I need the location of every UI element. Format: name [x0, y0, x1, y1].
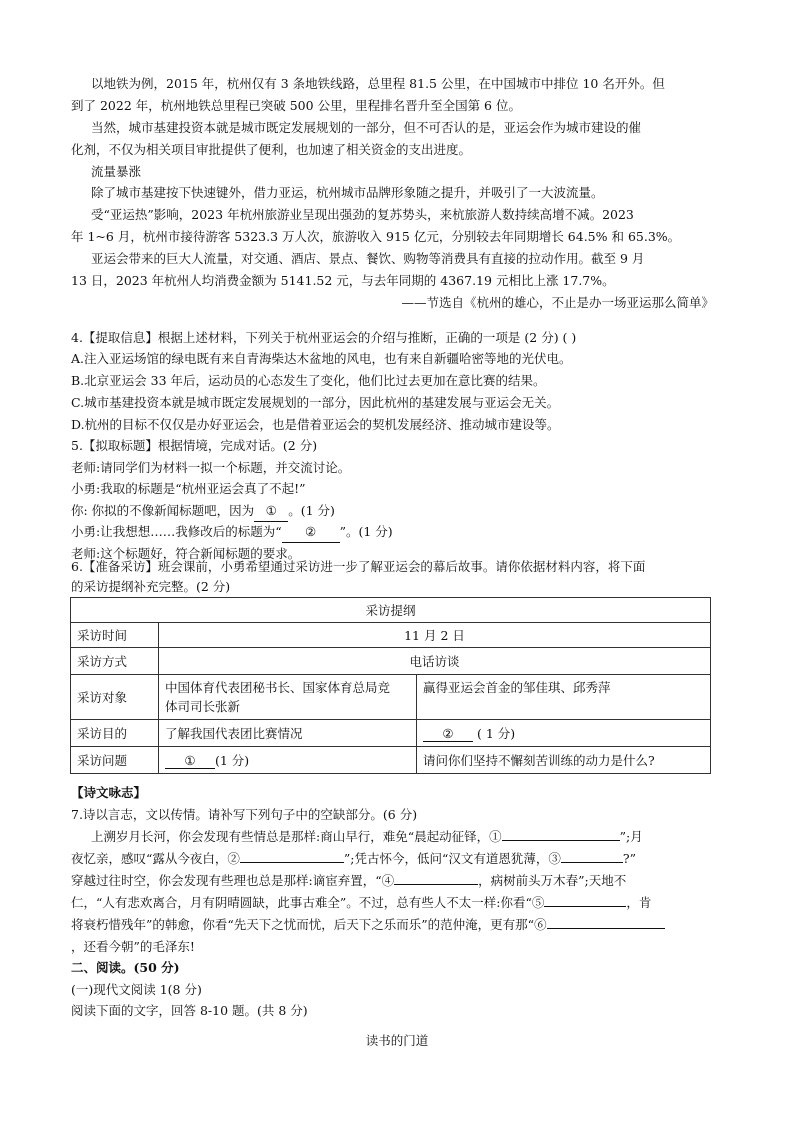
q5-line-xiaoyong-revise — [71, 522, 393, 543]
q7-answer-blank-2[interactable] — [240, 862, 344, 863]
section2-heading: 二、阅读。(50 分) — [71, 960, 180, 975]
material-p2-line2: 化剂，不仅为相关项目审批提供了便利，也加速了相关资金的支出进度。 — [71, 142, 472, 157]
material-p5-line2: 13 日，2023 年杭州人均消费金额为 5141.52 元，与去年同期的 4367.19 元相比上涨 17.7%。 — [71, 273, 615, 288]
table-method-label: 采访方式 — [71, 648, 159, 675]
material-p1-line1: 以地铁为例，2015 年，杭州仅有 3 条地铁线路，总里程 81.5 公里，在中国城市中排位 10 名开外。但 — [91, 76, 665, 91]
q7-line3 — [71, 871, 626, 891]
question-left-score: (1 分) — [215, 753, 250, 768]
table-title: 采访提纲 — [71, 598, 711, 623]
reading1-instruction: 阅读下面的文字，回答 8-10 题。(共 8 分) — [71, 1003, 308, 1018]
q4-option-b: B.北京亚运会 33 年后，运动员的心态发生了变化，他们比过去更加在意比赛的结果。 — [71, 373, 546, 388]
q7-answer-blank-1[interactable] — [502, 840, 620, 841]
q6-answer-blank-1[interactable]: ① — [165, 753, 215, 769]
table-purpose-right — [417, 720, 711, 747]
q7-line4 — [71, 893, 651, 913]
material-p5-line1: 亚运会带来的巨大人流量，对交通、酒店、景点、餐饮、购物等消费具有直接的拉动作用。截至 9 月 — [91, 251, 645, 266]
q7-line1-text: 上溯岁月长河，你会发现有些情总是那样:商山早行，难免“晨起动征铎，① — [91, 829, 502, 844]
q7-answer-blank-5[interactable] — [544, 906, 626, 907]
table-target-right: 赢得亚运会首金的邹佳琪、邱秀萍 — [417, 675, 711, 720]
table-method-value: 电话访谈 — [159, 648, 711, 675]
q6-stem-line2: 的采访提纲补充完整。(2 分) — [71, 579, 231, 594]
table-time-value: 11 月 2 日 — [159, 623, 711, 648]
table-question-right: 请问你们坚持不懈刻苦训练的动力是什么? — [417, 747, 711, 774]
q7-line1 — [91, 827, 643, 847]
q7-line4-text: 仁，“人有悲欢离合，月有阴晴圆缺，此事古难全”。不过，总有些人不太一样:你看“⑤ — [71, 895, 545, 910]
q7-answer-blank-6[interactable] — [547, 928, 665, 929]
table-purpose-left: 了解我国代表团比赛情况 — [159, 720, 417, 747]
q5-revise-text: 小勇:让我想想……我修改后的标题为“ — [71, 524, 282, 539]
interview-outline-table — [70, 597, 711, 774]
q5-line-teacher-end: 老师:这个标题好，符合新闻标题的要求。 — [71, 546, 301, 561]
q5-line-xiaoyong: 小勇:我取的标题是“杭州亚运会真了不起!” — [71, 481, 306, 496]
q7-stem: 7.诗以言志，文以传情。请补写下列句子中的空缺部分。(6 分) — [71, 807, 418, 822]
material-p4-line2: 年 1~6 月，杭州市接待游客 5323.3 万人次，旅游收入 915 亿元，分别较去年同期增长 64.5% 和 65.3%。 — [71, 229, 681, 244]
table-target-label: 采访对象 — [71, 675, 159, 720]
q5-line-you-score: 。(1 分) — [288, 503, 335, 518]
q4-stem: 4.【提取信息】根据上述材料，下列关于杭州亚运会的介绍与推断，正确的一项是 (2 分) ( ) — [71, 330, 577, 345]
reading1-heading: (一)现代文阅读 1(8 分) — [71, 982, 202, 997]
q7-line1-end: ”;月 — [619, 829, 643, 844]
q5-line-teacher: 老师:请同学们为材料一拟一个标题，并交流讨论。 — [71, 460, 351, 475]
material-p4-line1: 受“亚运热”影响，2023 年杭州旅游业呈现出强劲的复苏势头，来杭旅游人数持续高增不减。2023 — [91, 207, 634, 222]
table-target-left — [159, 675, 417, 720]
q7-line2 — [71, 849, 636, 869]
q4-option-c: C.城市基建投资本就是城市既定发展规划的一部分，因此杭州的基建发展与亚运会无关。 — [71, 395, 560, 410]
material-p2-line1: 当然，城市基建投资本就是城市既定发展规划的一部分，但不可否认的是，亚运会作为城市建设的催 — [91, 120, 642, 135]
q7-answer-blank-3[interactable] — [561, 862, 623, 863]
q5-stem: 5.【拟取标题】根据情境，完成对话。(2 分) — [71, 438, 318, 453]
q5-answer-blank-2[interactable]: ② — [282, 522, 340, 543]
purpose-right-score: ( 1 分) — [476, 726, 516, 741]
target-left-line2: 体司司长张新 — [165, 699, 241, 714]
q7-line4-end: ，肯 — [626, 895, 652, 910]
q5-line-you — [71, 501, 335, 522]
target-left-line1: 中国体育代表团秘书长、国家体育总局竞 — [165, 680, 391, 695]
q7-line6: ，还看今朝”的毛泽东! — [71, 939, 195, 954]
q4-option-d: D.杭州的目标不仅仅是办好亚运会，也是借着亚运会的契机发展经济、推动城市建设等。 — [71, 417, 560, 432]
material-source: ——节选自《杭州的雄心，不止是办一场亚运那么简单》 — [401, 295, 714, 310]
q5-revise-score: ”。(1 分) — [339, 524, 393, 539]
material-subtitle: 流量暴涨 — [91, 164, 142, 179]
q7-line5 — [71, 915, 665, 935]
q4-option-a: A.注入亚运场馆的绿电既有来自青海柴达木盆地的风电，也有来自新疆哈密等地的光伏电。 — [71, 351, 572, 366]
q7-line5-text: 将衰朽惜残年”的韩愈，你看“先天下之忧而忧，后天下之乐而乐”的范仲淹，更有那“⑥ — [71, 917, 547, 932]
reading1-title: 读书的门道 — [365, 1033, 429, 1048]
q5-answer-blank-1[interactable]: ① — [254, 501, 288, 522]
table-time-label: 采访时间 — [71, 623, 159, 648]
q6-answer-blank-2[interactable]: ② — [423, 726, 473, 742]
q5-line-you-text: 你: 你拟的不像新闻标题吧，因为 — [71, 503, 255, 518]
section-poem-heading: 【诗文咏志】 — [71, 785, 147, 800]
q7-line3-end: ，病树前头万木春”;天地不 — [478, 873, 627, 888]
table-question-label: 采访问题 — [71, 747, 159, 774]
material-p1-line2: 到了 2022 年，杭州地铁总里程已突破 500 公里，里程排名晋升至全国第 6 位。 — [71, 98, 521, 113]
q7-answer-blank-4[interactable] — [394, 884, 478, 885]
table-question-left — [159, 747, 417, 774]
material-p3: 除了城市基建按下快速键外，借力亚运，杭州城市品牌形象随之提升，并吸引了一大波流量。 — [91, 185, 604, 200]
table-purpose-label: 采访目的 — [71, 720, 159, 747]
q7-line2-mid: ”;凭古怀今，低问“汉文有道恩犹薄，③ — [343, 851, 561, 866]
q7-line2-text: 夜忆亲，感叹“露从今夜白，② — [71, 851, 240, 866]
q6-stem-line1: 6.【准备采访】班会课前，小勇希望通过采访进一步了解亚运会的幕后故事。请你依据材料内容，将下面 — [71, 559, 646, 574]
q7-line3-text: 穿越过往时空，你会发现有些理也总是那样:谪宦弃置，“④ — [71, 873, 395, 888]
q7-line2-end: ?” — [622, 851, 636, 866]
